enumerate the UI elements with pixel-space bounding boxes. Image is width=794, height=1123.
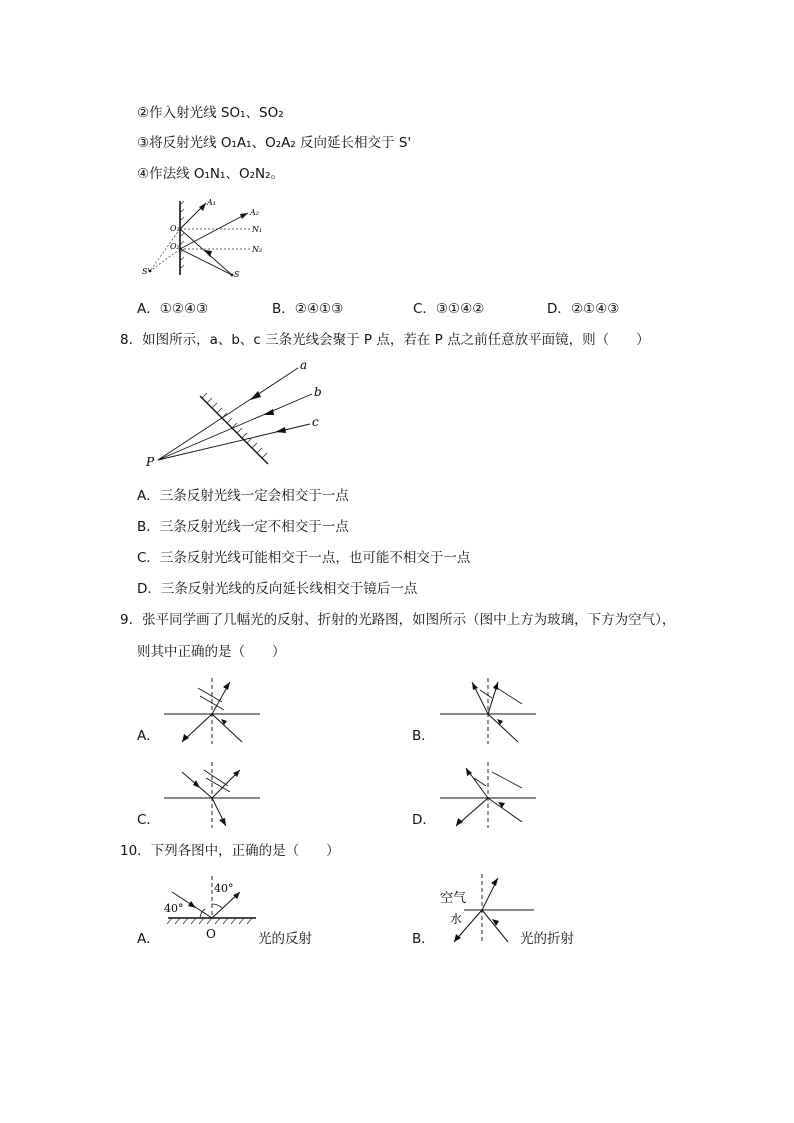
q9-option-c: C． (137, 812, 160, 828)
q7-label-a2: A₂ (250, 208, 259, 217)
q7-label-n2: N₂ (252, 245, 263, 254)
q8-option-d: D．三条反射光线的反向延长线相交于镜后一点 (137, 581, 418, 597)
q7-step2: ②作入射光线 SO₁、SO₂ (137, 105, 284, 121)
q10-medium-water: 水 (450, 912, 463, 926)
q9-option-a: A． (137, 728, 160, 744)
q7-option-a: A．①②④③ (137, 301, 209, 317)
q9-diagram-d (436, 760, 540, 830)
q8-stem: 8．如图所示，a、b、c 三条光线会聚于 P 点，若在 P 点之前任意放平面镜，则（ ） (120, 332, 650, 348)
q8-convergence-diagram (140, 356, 330, 471)
q7-label-s: S (234, 270, 240, 279)
q7-step3: ③将反射光线 O₁A₁、O₂A₂ 反向延长相交于 S' (137, 135, 412, 151)
q9-option-d: D． (412, 812, 436, 828)
q10-option-b-label: B． (412, 931, 435, 947)
q7-label-o1: O₁ (170, 224, 180, 233)
q10-option-b-caption: 光的折射 (520, 931, 574, 947)
q8-option-a: A．三条反射光线一定会相交于一点 (137, 488, 349, 504)
q10-medium-air: 空气 (440, 891, 467, 906)
q10-point-o: O (206, 927, 216, 941)
q8-option-c: C．三条反射光线可能相交于一点，也可能不相交于一点 (137, 550, 471, 566)
q7-mirror-diagram (140, 195, 270, 285)
q7-label-o2: O₂ (170, 242, 180, 251)
q7-option-c: C．③①④② (413, 301, 485, 317)
q7-label-n1: N₁ (252, 225, 263, 234)
q9-diagram-c (160, 760, 264, 830)
q9-stem-line2: 则其中正确的是（ ） (137, 644, 286, 660)
q8-label-p: P (146, 455, 155, 469)
q10-option-a-caption: 光的反射 (258, 931, 312, 947)
q9-stem-line1: 9．张平同学画了几幅光的反射、折射的光路图，如图所示（图中上方为玻璃，下方为空气）， (120, 612, 676, 628)
q10-stem: 10．下列各图中，正确的是（ ） (120, 843, 340, 859)
q8-label-c: c (312, 415, 319, 429)
q9-diagram-a (160, 676, 264, 746)
q7-label-a1: A₁ (207, 198, 216, 207)
q7-option-d: D．②①④③ (547, 301, 620, 317)
q8-label-a: a (300, 358, 308, 372)
q7-option-b: B．②④①③ (272, 301, 344, 317)
q8-label-b: b (314, 385, 322, 399)
q7-label-s-prime: S' (142, 267, 150, 276)
q8-option-b: B．三条反射光线一定不相交于一点 (137, 519, 349, 535)
q10-angle-left: 40° (164, 902, 184, 915)
q9-option-b: B． (412, 728, 435, 744)
q10-reflection-diagram (160, 874, 260, 946)
q7-step4: ④作法线 O₁N₁、O₂N₂。 (137, 166, 284, 182)
q9-diagram-b (436, 676, 540, 746)
q10-angle-right: 40° (214, 882, 234, 895)
q10-option-a-label: A． (137, 931, 160, 947)
